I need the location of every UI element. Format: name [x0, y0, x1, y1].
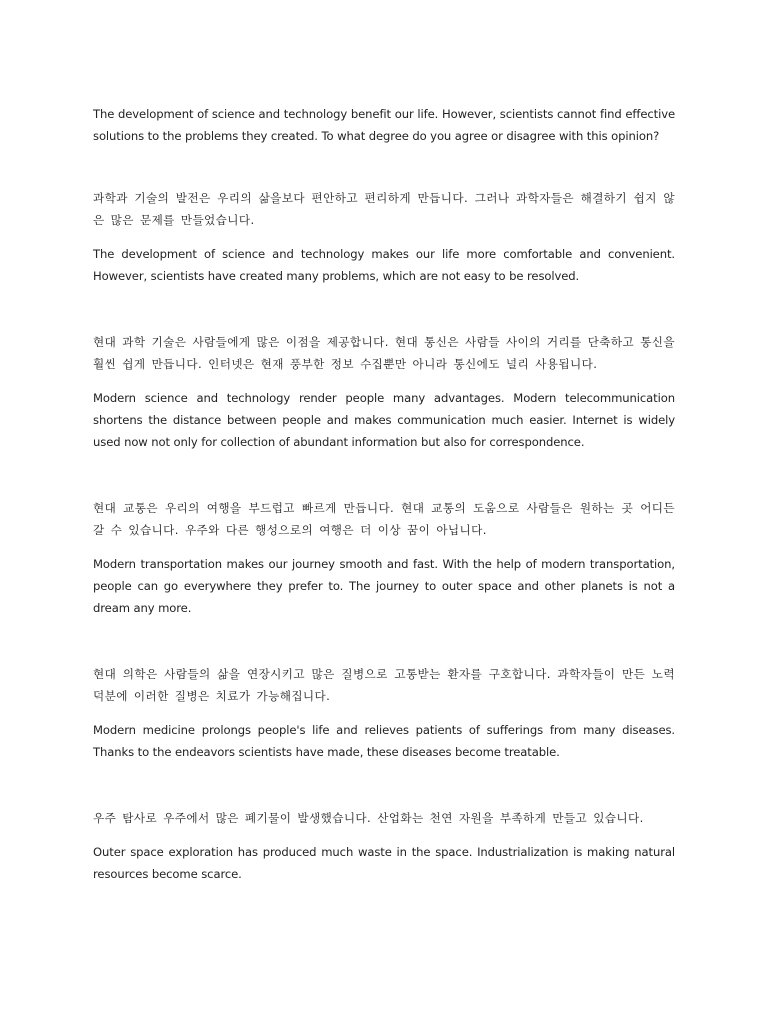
english-paragraph: Modern medicine prolongs people's life and relieves patients of sufferings from many diseases. Thanks to the endeavors scientists have made, these diseases become treatable.: [93, 723, 675, 759]
paragraph-pair-1: [93, 187, 675, 287]
paragraph-pair-5: [93, 807, 675, 885]
document-content: [93, 103, 675, 929]
english-paragraph: Modern science and technology render people many advantages. Modern telecommunication shortens the distance between people and makes communication much easier. Internet is widely used now not only for collection of abundant information but also for correspondence.: [93, 391, 675, 449]
english-paragraph: Outer space exploration has produced much waste in the space. Industrialization is making natural resources become scarce.: [93, 845, 675, 881]
english-paragraph: The development of science and technology makes our life more comfortable and convenient. However, scientists have created many problems, which are not easy to be resolved.: [93, 247, 675, 283]
paragraph-pair-4: [93, 663, 675, 763]
english-paragraph: Modern transportation makes our journey smooth and fast. With the help of modern transportation, people can go everywhere they prefer to. The journey to outer space and other planets is not a dream any more.: [93, 557, 675, 615]
korean-paragraph: 우주 탐사로 우주에서 많은 폐기물이 발생했습니다. 산업화는 천연 자원을 부족하게 만들고 있습니다.: [93, 811, 644, 825]
korean-paragraph: 현대 의학은 사람들의 삶을 연장시키고 많은 질병으로 고통받는 환자를 구호합니다. 과학자들이 만든 노력 덕분에 이러한 질병은 치료가 가능해집니다.: [93, 667, 675, 703]
paragraph-pair-3: [93, 497, 675, 619]
paragraph-pair-2: [93, 331, 675, 453]
korean-paragraph: 과학과 기술의 발전은 우리의 삶을보다 편안하고 편리하게 만듭니다. 그러나 과학자들은 해결하기 쉽지 않은 많은 문제를 만들었습니다.: [93, 191, 675, 227]
korean-paragraph: 현대 과학 기술은 사람들에게 많은 이점을 제공합니다. 현대 통신은 사람들 사이의 거리를 단축하고 통신을 훨씬 쉽게 만듭니다. 인터넷은 현재 풍부한 정보 수집뿐만 아니라 통신에도 널리 사용됩니다.: [93, 335, 675, 371]
essay-prompt: The development of science and technology benefit our life. However, scientists cannot find effective solutions to the problems they created. To what degree do you agree or disagree with this opinion?: [93, 107, 675, 143]
korean-paragraph: 현대 교통은 우리의 여행을 부드럽고 빠르게 만듭니다. 현대 교통의 도움으로 사람들은 원하는 곳 어디든 갈 수 있습니다. 우주와 다른 행성으로의 여행은 더 이상 꿈이 아닙니다.: [93, 501, 675, 537]
